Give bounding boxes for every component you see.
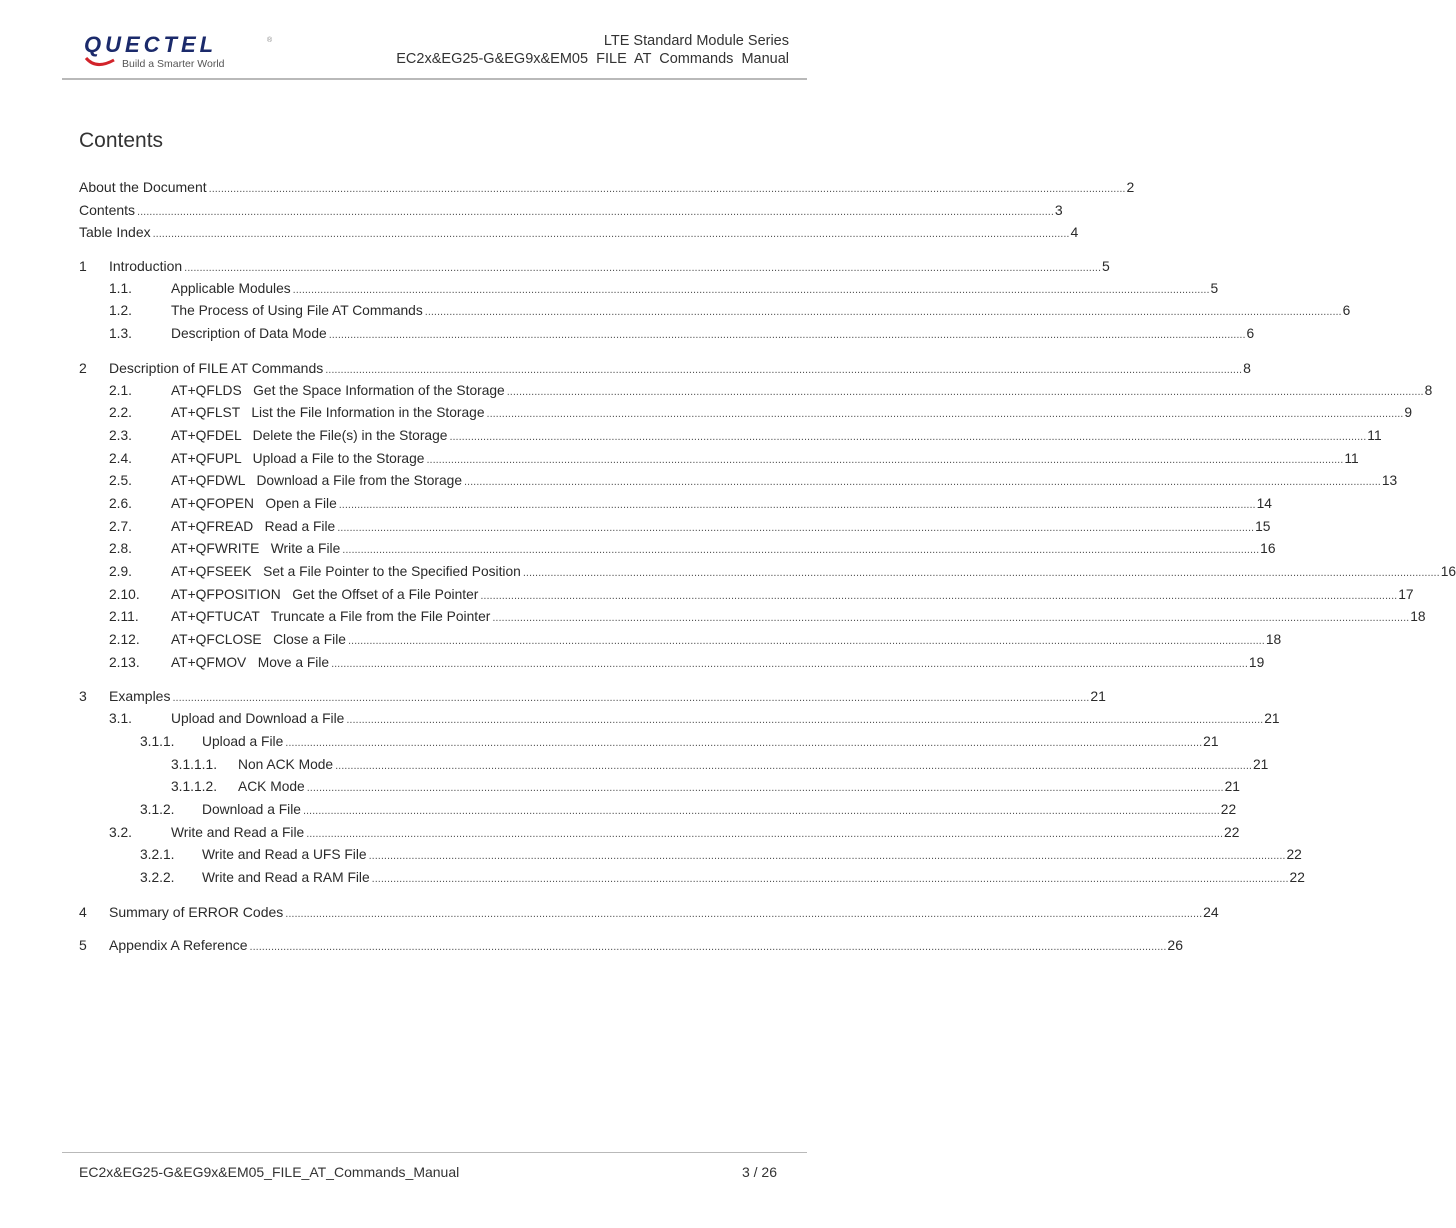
toc-entry-page: 2 [1126, 179, 1135, 195]
toc-entry-title: Applicable Modules [171, 280, 291, 296]
toc-entry[interactable] [79, 278, 1219, 301]
toc-dot-leader: ............................................................................................................................................................................................................................................................................................................ [449, 430, 1367, 443]
toc-entry-page: 13 [1381, 473, 1398, 489]
toc-entry-title: Non ACK Mode [238, 756, 334, 772]
toc-entry[interactable] [79, 561, 1456, 584]
toc-entry-number: 2.10. [109, 586, 140, 602]
toc-entry[interactable] [79, 708, 1280, 731]
toc-entry[interactable] [79, 300, 1351, 323]
toc-dot-leader: ............................................................................................................................................................................................................................................................................................................ [368, 850, 1286, 863]
toc-entry-page: 11 [1367, 427, 1382, 443]
toc-entry-number: 4 [79, 903, 87, 920]
toc-entry-title: The Process of Using File AT Commands [171, 303, 423, 319]
toc-entry-number: 2.8. [109, 541, 133, 557]
toc-entry-number: 1.3. [109, 326, 133, 342]
page-title: Contents [79, 129, 164, 152]
toc-entry-number: 3.2. [109, 824, 133, 840]
footer-divider [62, 1152, 807, 1153]
toc-entry[interactable] [79, 584, 1414, 607]
toc-dot-leader: ............................................................................................................................................................................................................................................................................................................ [337, 521, 1255, 534]
toc-dot-leader: ............................................................................................................................................................................................................................................................................................................ [522, 567, 1440, 579]
toc-entry-page: 22 [1286, 847, 1302, 863]
toc-dot-leader: ............................................................................................................................................................................................................................................................................................................ [346, 714, 1264, 727]
toc-dot-leader: ............................................................................................................................................................................................................................................................................................................ [208, 183, 1126, 195]
toc-entry-page: 5 [1102, 258, 1110, 275]
toc-entry-title: Description of FILE AT Commands [109, 359, 324, 376]
toc-entry-page: 16 [1260, 541, 1276, 557]
toc-entry-title: AT+QFLDS Get the Space Information of the Storage [171, 382, 505, 398]
toc-entry-page: 6 [1246, 326, 1255, 342]
toc-entry[interactable] [79, 844, 1302, 867]
toc-entry-number: 1.1. [109, 280, 133, 296]
toc-entry[interactable] [79, 516, 1271, 539]
toc-entry[interactable] [79, 934, 1183, 957]
toc-entry-number: 1.2. [109, 303, 133, 319]
toc-entry-title: AT+QFMOV Move a File [171, 654, 330, 670]
toc-entry-title: AT+QFPOSITION Get the Offset of a File Pointer [171, 586, 479, 602]
toc-entry-page: 17 [1398, 586, 1414, 602]
toc-entry-number: 2.4. [109, 450, 133, 466]
toc-dot-leader: ............................................................................................................................................................................................................................................................................................................ [480, 589, 1398, 602]
toc-entry[interactable] [79, 493, 1272, 516]
table-of-contents [79, 176, 1456, 957]
toc-entry-title: Contents [79, 201, 136, 218]
toc-entry-number: 3.2.1. [140, 847, 175, 863]
toc-entry-page: 8 [1243, 359, 1251, 376]
toc-entry-page: 21 [1203, 733, 1219, 749]
toc-dot-leader: ............................................................................................................................................................................................................................................................................................................ [342, 544, 1260, 557]
toc-entry-number: 1 [79, 258, 87, 275]
toc-entry-page: 8 [1424, 382, 1433, 398]
toc-entry-page: 3 [1054, 201, 1063, 218]
toc-entry[interactable] [79, 176, 1135, 199]
toc-dot-leader: ............................................................................................................................................................................................................................................................................................................ [506, 385, 1424, 398]
toc-entry-title: Upload a File [202, 733, 284, 749]
toc-dot-leader: ............................................................................................................................................................................................................................................................................................................ [249, 941, 1167, 954]
toc-entry-page: 4 [1070, 224, 1079, 241]
toc-entry-title: AT+QFSEEK Set a File Pointer to the Specified Position [171, 564, 521, 579]
toc-entry-page: 22 [1220, 801, 1237, 817]
toc-entry[interactable] [79, 606, 1426, 629]
toc-entry[interactable] [79, 652, 1265, 675]
toc-entry-page: 6 [1342, 303, 1351, 319]
toc-entry[interactable] [79, 448, 1359, 471]
toc-section-gap [79, 890, 792, 901]
toc-dot-leader: ............................................................................................................................................................................................................................................................................................................ [172, 692, 1090, 705]
series-title: LTE Standard Module Series [603, 33, 789, 49]
toc-dot-leader: ............................................................................................................................................................................................................................................................................................................ [285, 907, 1203, 920]
toc-entry-title: Examples [109, 688, 171, 705]
toc-entry-number: 2.6. [109, 495, 133, 511]
toc-dot-leader: ............................................................................................................................................................................................................................................................................................................ [335, 759, 1252, 772]
toc-entry-title: AT+QFOPEN Open a File [171, 495, 337, 511]
logo-swoosh-icon [84, 54, 126, 70]
toc-entry-number: 2.13. [109, 654, 140, 670]
toc-entry[interactable] [79, 402, 1413, 425]
toc-entry-title: AT+QFUPL Upload a File to the Storage [171, 450, 425, 466]
toc-entry-title: AT+QFLST List the File Information in the Storage [171, 405, 485, 421]
toc-entry-number: 2.7. [109, 518, 133, 534]
toc-dot-leader: ............................................................................................................................................................................................................................................................................................................ [347, 635, 1265, 648]
toc-entry-page: 24 [1203, 903, 1219, 920]
toc-entry[interactable] [79, 323, 1255, 346]
footer-page-number: 3 / 26 [741, 1164, 777, 1180]
toc-dot-leader: ............................................................................................................................................................................................................................................................................................................ [184, 262, 1102, 275]
toc-entry-number: 2.9. [109, 564, 133, 579]
toc-entry-title: AT+QFTUCAT Truncate a File from the File Pointer [171, 609, 491, 625]
toc-entry-page: 18 [1410, 609, 1426, 625]
toc-dot-leader: ............................................................................................................................................................................................................................................................................................................ [331, 657, 1248, 670]
toc-entry-title: Appendix A Reference [109, 937, 248, 954]
toc-dot-leader: ............................................................................................................................................................................................................................................................................................................ [338, 498, 1256, 511]
toc-entry-number: 2.3. [109, 427, 133, 443]
toc-entry[interactable] [79, 380, 1433, 403]
toc-entry-number: 2.1. [109, 382, 133, 398]
toc-entry[interactable] [79, 731, 1219, 754]
toc-dot-leader: ............................................................................................................................................................................................................................................................................................................ [426, 453, 1344, 466]
toc-entry-number: 2.2. [109, 405, 133, 421]
toc-entry[interactable] [79, 538, 1276, 561]
toc-entry-title: Summary of ERROR Codes [109, 903, 284, 920]
toc-entry-title: Download a File [202, 801, 301, 817]
toc-entry-page: 14 [1256, 495, 1272, 511]
toc-entry-page: 11 [1344, 450, 1359, 466]
toc-entry-title: ACK Mode [238, 779, 305, 795]
toc-entry-number: 2 [79, 359, 87, 376]
toc-dot-leader: ............................................................................................................................................................................................................................................................................................................ [328, 329, 1246, 342]
toc-entry-number: 3.2.2. [140, 869, 175, 885]
toc-dot-leader: ............................................................................................................................................................................................................................................................................................................ [306, 827, 1224, 840]
toc-entry-title: Write and Read a File [171, 824, 305, 840]
toc-entry-number: 3.1. [109, 711, 133, 727]
toc-entry[interactable] [79, 425, 1382, 448]
toc-entry-title: Write and Read a UFS File [202, 847, 367, 863]
toc-dot-leader: ............................................................................................................................................................................................................................................................................................................ [325, 363, 1243, 376]
toc-section-gap [79, 674, 792, 685]
toc-dot-leader: ............................................................................................................................................................................................................................................................................................................ [302, 804, 1220, 817]
toc-dot-leader: ............................................................................................................................................................................................................................................................................................................ [492, 612, 1410, 625]
toc-entry[interactable] [79, 629, 1282, 652]
toc-entry-number: 3.1.1.2. [171, 779, 218, 795]
toc-entry-page: 5 [1210, 280, 1219, 296]
toc-entry-title: AT+QFDEL Delete the File(s) in the Storage [171, 427, 448, 443]
toc-entry-page: 19 [1248, 654, 1265, 670]
toc-entry-page: 9 [1404, 405, 1413, 421]
toc-entry[interactable] [79, 776, 1240, 799]
toc-entry-page: 21 [1224, 779, 1240, 795]
toc-entry-page: 22 [1224, 824, 1240, 840]
toc-entry-number: 2.12. [109, 632, 140, 648]
toc-entry[interactable] [79, 199, 1063, 222]
toc-entry-title: About the Document [79, 179, 207, 195]
toc-entry-page: 22 [1289, 869, 1305, 885]
toc-entry[interactable] [79, 357, 1251, 380]
toc-entry-title: AT+QFCLOSE Close a File [171, 632, 346, 648]
toc-entry-page: 26 [1167, 937, 1183, 954]
toc-entry[interactable] [79, 754, 1269, 777]
toc-entry-page: 15 [1255, 518, 1271, 534]
toc-entry-title: AT+QFDWL Download a File from the Storage [171, 473, 462, 489]
logo-tagline: Build a Smarter World [122, 58, 225, 70]
registered-mark: ® [267, 37, 273, 44]
toc-entry-page: 21 [1090, 688, 1106, 705]
toc-entry[interactable] [79, 799, 1237, 822]
toc-entry[interactable] [79, 470, 1398, 493]
toc-entry[interactable] [79, 867, 1305, 890]
toc-entry-page: 21 [1252, 756, 1269, 772]
toc-entry-title: Description of Data Mode [171, 326, 327, 342]
toc-entry[interactable] [79, 221, 1079, 244]
toc-dot-leader: ............................................................................................................................................................................................................................................................................................................ [152, 228, 1070, 241]
toc-entry-title: Table Index [79, 224, 151, 241]
toc-dot-leader: ............................................................................................................................................................................................................................................................................................................ [137, 205, 1054, 218]
toc-dot-leader: ............................................................................................................................................................................................................................................................................................................ [292, 283, 1210, 296]
toc-entry-number: 5 [79, 937, 87, 954]
toc-entry-title: Write and Read a RAM File [202, 869, 370, 885]
toc-entry-number: 2.11. [109, 609, 139, 625]
toc-entry-page: 18 [1265, 632, 1282, 648]
toc-dot-leader: ............................................................................................................................................................................................................................................................................................................ [306, 782, 1224, 795]
toc-entry-number: 2.5. [109, 473, 133, 489]
toc-section-gap [79, 346, 792, 357]
toc-entry-title: Introduction [109, 258, 183, 275]
toc-entry-number: 3 [79, 688, 87, 705]
toc-entry[interactable] [79, 822, 1240, 845]
toc-entry-title: Upload and Download a File [171, 711, 345, 727]
header-title-block [396, 33, 789, 68]
toc-dot-leader: ............................................................................................................................................................................................................................................................................................................ [464, 476, 1381, 489]
toc-dot-leader: ............................................................................................................................................................................................................................................................................................................ [371, 872, 1289, 885]
toc-dot-leader: ............................................................................................................................................................................................................................................................................................................ [486, 408, 1404, 421]
toc-dot-leader: ............................................................................................................................................................................................................................................................................................................ [424, 306, 1342, 319]
toc-entry-number: 3.1.2. [140, 801, 175, 817]
toc-entry-title: AT+QFWRITE Write a File [171, 541, 341, 557]
toc-dot-leader: ............................................................................................................................................................................................................................................................................................................ [285, 736, 1203, 749]
quectel-logo [84, 34, 284, 74]
toc-entry-page: 16 [1440, 564, 1456, 579]
logo-wordmark: QUECTEL [84, 32, 218, 57]
toc-entry-number: 3.1.1.1. [171, 756, 218, 772]
toc-entry-number: 3.1.1. [140, 733, 175, 749]
toc-entry[interactable] [79, 255, 1110, 278]
toc-entry[interactable] [79, 685, 1106, 708]
manual-title: EC2x&EG25-G&EG9x&EM05 FILE AT Commands Manual [396, 50, 789, 67]
toc-entry-page: 21 [1264, 711, 1280, 727]
footer-document-name: EC2x&EG25-G&EG9x&EM05_FILE_AT_Commands_Manual [79, 1164, 460, 1180]
toc-entry[interactable] [79, 901, 1219, 924]
header-divider [62, 78, 807, 80]
toc-entry-title: AT+QFREAD Read a File [171, 518, 336, 534]
